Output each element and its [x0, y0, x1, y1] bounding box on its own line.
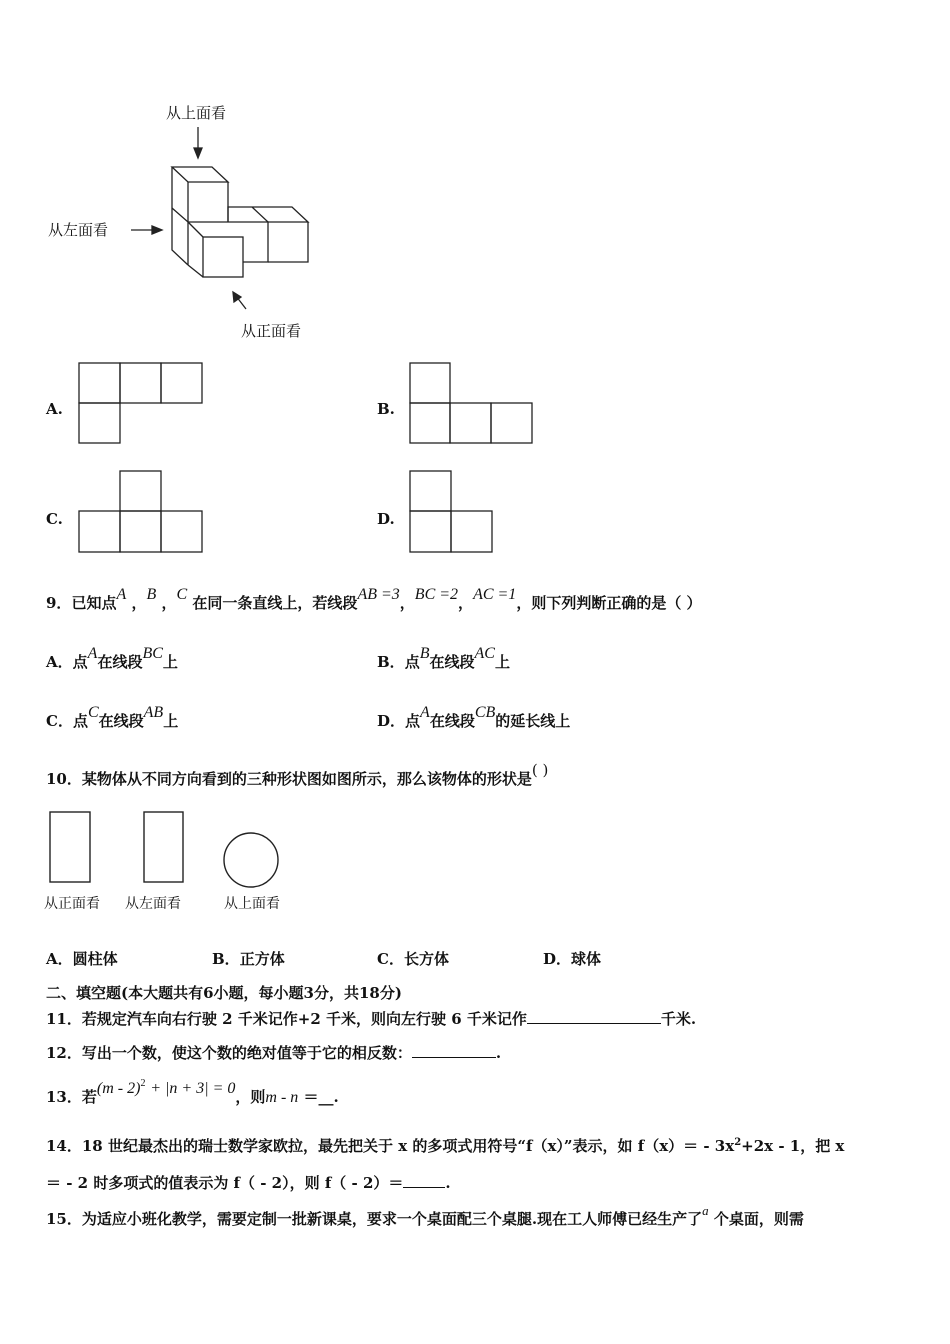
- q10-view-front: 从正面看: [44, 896, 100, 912]
- option-segment: AB: [143, 704, 164, 721]
- q9-mid: 在同一条直线上，若线段: [192, 594, 358, 612]
- q9-option-a[interactable]: [46, 645, 178, 672]
- option-point: B: [419, 645, 430, 662]
- q8-option-d[interactable]: D.: [377, 510, 395, 528]
- q9-point-c: C: [176, 586, 188, 603]
- grid-a: [79, 363, 202, 443]
- q10-stem: [46, 761, 549, 789]
- option-pre: 点: [405, 712, 421, 730]
- q10-number: 10．: [46, 770, 82, 788]
- q9-bc: BC =2: [414, 586, 459, 603]
- q11-number: 11．: [46, 1010, 82, 1028]
- q9-option-c[interactable]: [46, 704, 179, 731]
- q12: [46, 1042, 501, 1063]
- arrow-front-shaft: [236, 296, 246, 309]
- option-segment: BC: [142, 645, 163, 662]
- q14-text-1: 18 世纪最杰出的瑞士数学家欧拉，最先把关于 x 的多项式用符号“f（x）”表示，如 f（x）＝ - 3x: [81, 1137, 735, 1155]
- option-text: 长方体: [403, 950, 449, 968]
- q9-prefix: 已知点: [71, 594, 117, 612]
- q13-tail: ＝__.: [303, 1088, 339, 1106]
- option-pre: 点: [72, 712, 88, 730]
- option-pre: 点: [72, 653, 88, 671]
- option-letter: B．: [212, 950, 240, 968]
- q9-number: 9．: [46, 594, 72, 612]
- q13-expr-a: (m - 2): [96, 1080, 141, 1097]
- q12-number: 12．: [46, 1044, 82, 1062]
- option-point: A: [87, 645, 98, 662]
- q9-point-b: B: [146, 586, 157, 603]
- q15-tail: 个桌面，则需: [713, 1210, 804, 1228]
- q8-option-a[interactable]: A.: [46, 400, 63, 418]
- q9-option-b[interactable]: [377, 645, 510, 672]
- q15-number: 15．: [46, 1210, 82, 1228]
- q15: [46, 1203, 804, 1229]
- q15-text: 为适应小班化教学，需要定制一批新课桌，要求一个桌面配三个桌腿.现在工人师傅已经生产了: [81, 1210, 703, 1228]
- section2-title: 二、填空题(本大题共有6小题，每小题3分，共18分): [46, 984, 402, 1002]
- q10-view-top: 从上面看: [224, 896, 280, 912]
- q10-view-left: 从左面看: [125, 896, 181, 912]
- q13-exponent: 2: [140, 1078, 146, 1089]
- q9-sep: ，: [131, 594, 147, 612]
- q14-sup: 2: [734, 1137, 742, 1148]
- option-letter: B．: [377, 653, 405, 671]
- q14-line1: [46, 1135, 844, 1156]
- option-letter: A．: [46, 950, 73, 968]
- q14-answer-blank[interactable]: [403, 1173, 445, 1188]
- q10-text: 某物体从不同方向看到的三种形状图如图所示，那么该物体的形状是: [81, 770, 532, 788]
- arrow-top-head: [194, 148, 202, 158]
- option-letter: D．: [543, 950, 572, 968]
- q11-tail: 千米.: [660, 1010, 697, 1028]
- q9-ac: AC =1: [473, 586, 517, 603]
- view-left-rect: [144, 812, 183, 882]
- option-segment: CB: [474, 704, 496, 721]
- view-front-rect: [50, 812, 90, 882]
- option-mid: 在线段: [98, 712, 144, 730]
- view-top-circle: [224, 833, 278, 887]
- q14-text-2: ＝ - 2 时多项式的值表示为 f（ - 2），则 f（ - 2）＝: [46, 1174, 404, 1192]
- option-post: 上: [494, 653, 510, 671]
- option-post: 上: [163, 712, 179, 730]
- cube-left-edge: [172, 167, 188, 265]
- option-point: C: [87, 704, 99, 721]
- q10-option-b[interactable]: [212, 948, 285, 969]
- q8-option-c[interactable]: C.: [46, 510, 63, 528]
- cube-right-top: [228, 207, 308, 222]
- grid-d: [410, 471, 492, 552]
- option-letter: C．: [377, 950, 404, 968]
- q10-paren: ( ): [531, 761, 549, 779]
- q11: [46, 1008, 696, 1029]
- q13-expr-b: + |n + 3| = 0: [150, 1080, 236, 1097]
- option-letter: C．: [46, 712, 73, 730]
- option-letter: D．: [377, 712, 406, 730]
- cube-top-face: [172, 167, 228, 182]
- q9-ab: AB =3: [357, 586, 400, 603]
- q13-number: 13．: [46, 1088, 82, 1106]
- q14-tail: .: [445, 1174, 451, 1192]
- q9-option-d[interactable]: [377, 704, 571, 731]
- grid-c: [79, 471, 202, 552]
- option-text: 正方体: [239, 950, 285, 968]
- q12-text: 写出一个数，使这个数的绝对值等于它的相反数：: [81, 1044, 412, 1062]
- q13: [46, 1078, 339, 1107]
- q11-text: 若规定汽车向右行驶 2 千米记作+2 千米，则向左行驶 6 千米记作: [81, 1010, 527, 1028]
- q14-line2: [46, 1172, 451, 1193]
- view-label-left: 从左面看: [48, 221, 109, 239]
- option-text: 圆柱体: [72, 950, 118, 968]
- q13-expr-c: m - n: [265, 1089, 299, 1106]
- arrow-front-head: [233, 292, 241, 302]
- q12-answer-blank[interactable]: [412, 1043, 496, 1058]
- option-letter: A．: [46, 653, 73, 671]
- q14-number: 14．: [46, 1137, 82, 1155]
- option-point: A: [420, 704, 430, 721]
- grid-b: [410, 363, 532, 443]
- q15-var: a: [702, 1203, 709, 1218]
- q13-mid: ，则: [235, 1088, 266, 1106]
- q9-stem: [46, 586, 702, 613]
- q9-suffix: ，则下列判断正确的是（ ）: [516, 594, 702, 612]
- option-post: 上: [162, 653, 178, 671]
- cube-front: [203, 237, 243, 277]
- arrow-left-head: [152, 226, 162, 234]
- option-mid: 在线段: [429, 653, 475, 671]
- q10-option-c[interactable]: [377, 948, 449, 969]
- option-post: 的延长线上: [495, 712, 571, 730]
- q9-point-a: A: [116, 586, 127, 603]
- q11-answer-blank[interactable]: [527, 1009, 661, 1024]
- option-mid: 在线段: [429, 712, 475, 730]
- q10-option-a[interactable]: [46, 948, 118, 969]
- view-label-top: 从上面看: [166, 104, 227, 122]
- view-label-front: 从正面看: [241, 322, 302, 340]
- q9-sep: ，: [458, 594, 474, 612]
- q9-sep: ，: [399, 594, 415, 612]
- q13-pre: 若: [81, 1088, 97, 1106]
- option-text: 球体: [571, 950, 602, 968]
- option-pre: 点: [404, 653, 420, 671]
- q8-option-b[interactable]: B.: [377, 400, 395, 418]
- option-mid: 在线段: [97, 653, 143, 671]
- q10-option-d[interactable]: [543, 948, 601, 969]
- q12-tail: .: [495, 1044, 502, 1062]
- option-segment: AC: [474, 645, 495, 662]
- q14-text-1-end: +2x - 1，把 x: [741, 1137, 845, 1155]
- q9-sep: ，: [161, 594, 177, 612]
